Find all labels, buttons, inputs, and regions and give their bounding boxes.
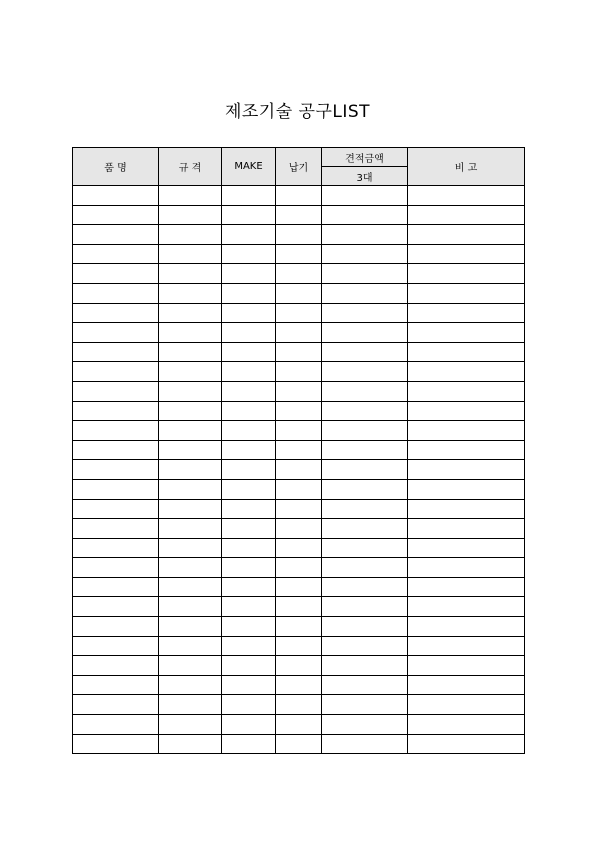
table-cell[interactable] — [322, 323, 408, 343]
table-row — [73, 695, 525, 715]
document-title: 제조기술 공구LIST — [224, 102, 371, 122]
table-cell[interactable] — [276, 381, 322, 401]
table-cell[interactable] — [408, 362, 525, 382]
table-cell[interactable] — [322, 715, 408, 735]
table-row — [73, 499, 525, 519]
table-row — [73, 460, 525, 480]
table-cell[interactable] — [322, 519, 408, 539]
table-cell[interactable] — [276, 303, 322, 323]
table-cell[interactable] — [408, 734, 525, 754]
table-cell[interactable] — [222, 597, 276, 617]
table-cell[interactable] — [408, 617, 525, 637]
table-row — [73, 519, 525, 539]
table-cell[interactable] — [276, 597, 322, 617]
table-row — [73, 715, 525, 735]
table-cell[interactable] — [159, 421, 222, 441]
table-row — [73, 577, 525, 597]
table-cell[interactable] — [322, 362, 408, 382]
table-cell[interactable] — [408, 656, 525, 676]
table-cell[interactable] — [276, 283, 322, 303]
table-cell[interactable] — [322, 283, 408, 303]
table-cell[interactable] — [322, 401, 408, 421]
table-cell[interactable] — [408, 205, 525, 225]
table-row — [73, 617, 525, 637]
table-cell[interactable] — [159, 479, 222, 499]
header-estimate: 견적금액 — [322, 148, 408, 167]
table-cell[interactable] — [73, 323, 159, 343]
table-row — [73, 675, 525, 695]
table-row — [73, 401, 525, 421]
table-cell[interactable] — [159, 283, 222, 303]
table-cell[interactable] — [222, 244, 276, 264]
table-cell[interactable] — [222, 636, 276, 656]
table-cell[interactable] — [73, 244, 159, 264]
table-cell[interactable] — [276, 656, 322, 676]
table-cell[interactable] — [222, 440, 276, 460]
table-cell[interactable] — [408, 460, 525, 480]
table-cell[interactable] — [408, 186, 525, 206]
table-row — [73, 558, 525, 578]
table-cell[interactable] — [222, 303, 276, 323]
table-cell[interactable] — [73, 597, 159, 617]
table-cell[interactable] — [73, 656, 159, 676]
table-cell[interactable] — [276, 636, 322, 656]
table-cell[interactable] — [276, 401, 322, 421]
table-row — [73, 479, 525, 499]
table-row — [73, 283, 525, 303]
table-cell[interactable] — [276, 460, 322, 480]
tool-list-table — [72, 147, 525, 754]
table-cell[interactable] — [276, 715, 322, 735]
table-cell[interactable] — [159, 715, 222, 735]
table-cell[interactable] — [159, 558, 222, 578]
table-cell[interactable] — [276, 342, 322, 362]
table-row — [73, 186, 525, 206]
table-row — [73, 734, 525, 754]
table-cell[interactable] — [159, 734, 222, 754]
table-cell[interactable] — [159, 577, 222, 597]
table-cell[interactable] — [322, 617, 408, 637]
table-cell[interactable] — [322, 205, 408, 225]
table-cell[interactable] — [408, 695, 525, 715]
table-cell[interactable] — [73, 715, 159, 735]
table-cell[interactable] — [322, 186, 408, 206]
table-cell[interactable] — [159, 264, 222, 284]
table-cell[interactable] — [408, 675, 525, 695]
table-cell[interactable] — [222, 617, 276, 637]
table-cell[interactable] — [222, 283, 276, 303]
table-cell[interactable] — [322, 734, 408, 754]
table-cell[interactable] — [159, 695, 222, 715]
table-row — [73, 381, 525, 401]
table-cell[interactable] — [322, 479, 408, 499]
table-cell[interactable] — [322, 675, 408, 695]
table-cell[interactable] — [73, 538, 159, 558]
table-cell[interactable] — [222, 519, 276, 539]
table-cell[interactable] — [73, 381, 159, 401]
table-cell[interactable] — [73, 479, 159, 499]
table-cell[interactable] — [276, 244, 322, 264]
table-row — [73, 244, 525, 264]
table-cell[interactable] — [73, 303, 159, 323]
table-cell[interactable] — [276, 205, 322, 225]
table-cell[interactable] — [222, 401, 276, 421]
table-cell[interactable] — [159, 460, 222, 480]
table-cell[interactable] — [73, 460, 159, 480]
table-cell[interactable] — [222, 323, 276, 343]
table-cell[interactable] — [408, 421, 525, 441]
table-cell[interactable] — [73, 362, 159, 382]
table-cell[interactable] — [73, 186, 159, 206]
table-cell[interactable] — [222, 734, 276, 754]
table-cell[interactable] — [408, 479, 525, 499]
table-cell[interactable] — [222, 675, 276, 695]
table-cell[interactable] — [322, 460, 408, 480]
table-row — [73, 656, 525, 676]
table-cell[interactable] — [159, 617, 222, 637]
table-row — [73, 597, 525, 617]
table-row — [73, 362, 525, 382]
table-cell[interactable] — [159, 225, 222, 245]
table-cell[interactable] — [408, 381, 525, 401]
table-cell[interactable] — [159, 440, 222, 460]
table-cell[interactable] — [159, 656, 222, 676]
table-cell[interactable] — [322, 381, 408, 401]
table-cell[interactable] — [322, 597, 408, 617]
table-cell[interactable] — [73, 636, 159, 656]
table-cell[interactable] — [73, 577, 159, 597]
table-cell[interactable] — [276, 225, 322, 245]
table-cell[interactable] — [276, 695, 322, 715]
table-cell[interactable] — [408, 636, 525, 656]
table-cell[interactable] — [222, 342, 276, 362]
table-cell[interactable] — [276, 558, 322, 578]
table-cell[interactable] — [276, 186, 322, 206]
table-row — [73, 538, 525, 558]
table-cell[interactable] — [408, 558, 525, 578]
table-cell[interactable] — [159, 499, 222, 519]
table-cell[interactable] — [73, 734, 159, 754]
table-row — [73, 205, 525, 225]
table-cell[interactable] — [408, 597, 525, 617]
table-cell[interactable] — [73, 283, 159, 303]
table-cell[interactable] — [159, 362, 222, 382]
table-cell[interactable] — [222, 479, 276, 499]
table-cell[interactable] — [159, 538, 222, 558]
table-cell[interactable] — [408, 440, 525, 460]
table-cell[interactable] — [73, 264, 159, 284]
table-cell[interactable] — [222, 538, 276, 558]
table-cell[interactable] — [222, 577, 276, 597]
header-remarks: 비 고 — [408, 148, 525, 186]
table-cell[interactable] — [276, 362, 322, 382]
table-cell[interactable] — [408, 303, 525, 323]
table-row — [73, 303, 525, 323]
table-cell[interactable] — [73, 421, 159, 441]
table-cell[interactable] — [408, 323, 525, 343]
table-cell[interactable] — [159, 401, 222, 421]
table-cell[interactable] — [73, 342, 159, 362]
table-cell[interactable] — [276, 577, 322, 597]
table-cell[interactable] — [159, 381, 222, 401]
table-cell[interactable] — [408, 401, 525, 421]
table-cell[interactable] — [322, 499, 408, 519]
table-cell[interactable] — [73, 499, 159, 519]
table-cell[interactable] — [73, 401, 159, 421]
table-row — [73, 421, 525, 441]
header-item-name: 품 명 — [73, 148, 159, 186]
table-cell[interactable] — [159, 205, 222, 225]
table-cell[interactable] — [322, 342, 408, 362]
table-row — [73, 323, 525, 343]
table-cell[interactable] — [159, 636, 222, 656]
table-cell[interactable] — [408, 225, 525, 245]
table-cell[interactable] — [322, 225, 408, 245]
table-cell[interactable] — [73, 675, 159, 695]
table-cell[interactable] — [408, 519, 525, 539]
table-cell[interactable] — [159, 675, 222, 695]
table-cell[interactable] — [322, 636, 408, 656]
table-cell[interactable] — [322, 440, 408, 460]
table-cell[interactable] — [222, 460, 276, 480]
table-row — [73, 440, 525, 460]
table-cell[interactable] — [159, 323, 222, 343]
table-cell[interactable] — [159, 244, 222, 264]
table-cell[interactable] — [408, 715, 525, 735]
table-body — [73, 186, 525, 754]
table-cell[interactable] — [408, 342, 525, 362]
table-cell[interactable] — [276, 519, 322, 539]
table-cell[interactable] — [159, 519, 222, 539]
table-cell[interactable] — [276, 617, 322, 637]
table-cell[interactable] — [159, 303, 222, 323]
table-cell[interactable] — [159, 342, 222, 362]
table-cell[interactable] — [73, 440, 159, 460]
table-cell[interactable] — [222, 499, 276, 519]
table-row — [73, 225, 525, 245]
table-cell[interactable] — [408, 499, 525, 519]
table-cell[interactable] — [322, 656, 408, 676]
table-cell[interactable] — [222, 421, 276, 441]
table-cell[interactable] — [276, 675, 322, 695]
table-cell[interactable] — [222, 695, 276, 715]
table-cell[interactable] — [322, 558, 408, 578]
table-cell[interactable] — [222, 715, 276, 735]
table-cell[interactable] — [222, 264, 276, 284]
table-cell[interactable] — [408, 283, 525, 303]
table-cell[interactable] — [276, 499, 322, 519]
table-cell[interactable] — [276, 323, 322, 343]
table-cell[interactable] — [73, 695, 159, 715]
table-cell[interactable] — [276, 479, 322, 499]
table-cell[interactable] — [276, 264, 322, 284]
table-cell[interactable] — [322, 264, 408, 284]
table-cell[interactable] — [73, 205, 159, 225]
header-spec: 규 격 — [159, 148, 222, 186]
table-cell[interactable] — [73, 558, 159, 578]
table-cell[interactable] — [276, 734, 322, 754]
table-cell[interactable] — [322, 244, 408, 264]
table-cell[interactable] — [322, 421, 408, 441]
table-cell[interactable] — [73, 519, 159, 539]
table-cell[interactable] — [322, 695, 408, 715]
table-cell[interactable] — [222, 225, 276, 245]
table-row — [73, 636, 525, 656]
table-cell[interactable] — [222, 362, 276, 382]
table-cell[interactable] — [322, 303, 408, 323]
table-cell[interactable] — [73, 225, 159, 245]
table-cell[interactable] — [322, 577, 408, 597]
table-cell[interactable] — [222, 656, 276, 676]
table-cell[interactable] — [73, 617, 159, 637]
table-cell[interactable] — [222, 186, 276, 206]
table-cell[interactable] — [222, 381, 276, 401]
table-cell[interactable] — [276, 538, 322, 558]
table-cell[interactable] — [222, 558, 276, 578]
header-delivery: 납기 — [276, 148, 322, 186]
table-row — [73, 264, 525, 284]
table-cell[interactable] — [408, 538, 525, 558]
table-cell[interactable] — [408, 244, 525, 264]
table-cell[interactable] — [408, 577, 525, 597]
table-cell[interactable] — [276, 421, 322, 441]
table-cell[interactable] — [276, 440, 322, 460]
table-cell[interactable] — [408, 264, 525, 284]
table-cell[interactable] — [159, 597, 222, 617]
header-estimate-quantity: 3대 — [322, 167, 408, 186]
table-cell[interactable] — [222, 205, 276, 225]
table-cell[interactable] — [159, 186, 222, 206]
table-cell[interactable] — [322, 538, 408, 558]
header-make: MAKE — [222, 148, 276, 186]
table-row — [73, 342, 525, 362]
